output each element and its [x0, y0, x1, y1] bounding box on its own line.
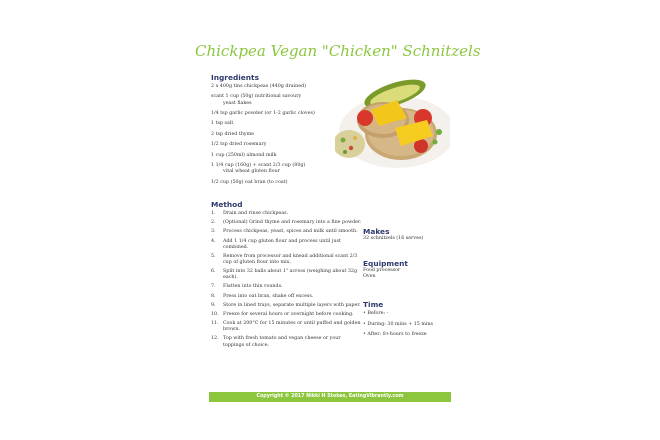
method-step: 9. Store in lined trays, separate multiple layers with paper. — [211, 302, 361, 308]
time-item: • After: 8+hours to freeze — [363, 332, 427, 338]
method-step: 5. Remove from processor and knead additional scant 2/3 cup of gluten flour into mix. — [211, 253, 358, 265]
time-item: • During: 30 mins + 15 mins — [363, 321, 434, 327]
ingredient-item: 1 1/4 cup (160g) + scant 2/3 cup (80g) vital wheat gluten flour — [211, 162, 306, 175]
ingredient-item: 2 tsp dried thyme — [211, 131, 255, 137]
time-item: • Before: - — [363, 311, 389, 316]
method-step: 3. Process chickpeas, yeast, spices and milk until smooth. — [211, 229, 358, 235]
ingredient-item: 1/4 tsp garlic powder (or 1-2 garlic cloves) — [211, 110, 315, 116]
schnitzel-photo — [335, 70, 450, 170]
method-step: 2. (Optional) Grind thyme and rosemary into a fine powder. — [211, 220, 362, 226]
method-step: 11. Cook at 200°C for 15 minutes or until puffed and golden brown. — [211, 321, 361, 333]
method-step: 1. Drain and rinse chickpeas. — [211, 211, 289, 216]
ingredient-item: 1 cup (250ml) almond milk — [211, 152, 277, 158]
ingredient-item: 1 tsp salt — [211, 121, 234, 127]
method-heading: Method — [211, 200, 243, 209]
method-step: 4. Add 1 1/4 cup gluten flour and process until just combined. — [211, 238, 341, 250]
method-step: 8. Press into oat bran, shake off excess. — [211, 293, 314, 299]
time-section — [363, 300, 458, 343]
copyright-footer: Copyright © 2017 Nikki H Stokes, EatingVibrantly.com — [209, 392, 451, 402]
makes-heading: Makes — [363, 227, 390, 236]
method-step: 6. Split into 32 balls about 1" across (weighing about 32g each). — [211, 269, 358, 281]
recipe-page — [195, 18, 481, 418]
time-list — [363, 311, 458, 339]
makes-section — [363, 227, 458, 242]
method-list — [211, 211, 363, 352]
ingredient-item: 2 x 400g tins chickpeas (440g drained) — [211, 84, 307, 89]
equipment-item: Food processor — [363, 268, 401, 273]
equipment-heading: Equipment — [363, 259, 408, 268]
ingredient-item: scant 1 cup (50g) nutritional savoury yeast flakes — [211, 94, 302, 106]
ingredient-item: 1/2 tsp dried rosemary — [211, 142, 267, 148]
method-step: 10. Freeze for several hours or overnight before cooking. — [211, 311, 354, 317]
method-step: 12. Top with fresh tomato and vegan cheese or your toppings of choice. — [211, 336, 341, 348]
makes-text: 32 schnitzels (16 serves) — [363, 236, 424, 241]
recipe-title: Chickpea Vegan "Chicken" Schnitzels — [195, 42, 481, 60]
method-step: 7. Flatten into thin rounds. — [211, 284, 283, 290]
ingredients-list — [211, 84, 341, 190]
time-heading: Time — [363, 300, 384, 309]
ingredients-heading: Ingredients — [211, 73, 259, 82]
equipment-item: Oven — [363, 274, 376, 280]
equipment-section — [363, 259, 458, 280]
ingredient-item: 1/2 cup (50g) oat bran (to coat) — [211, 179, 288, 185]
